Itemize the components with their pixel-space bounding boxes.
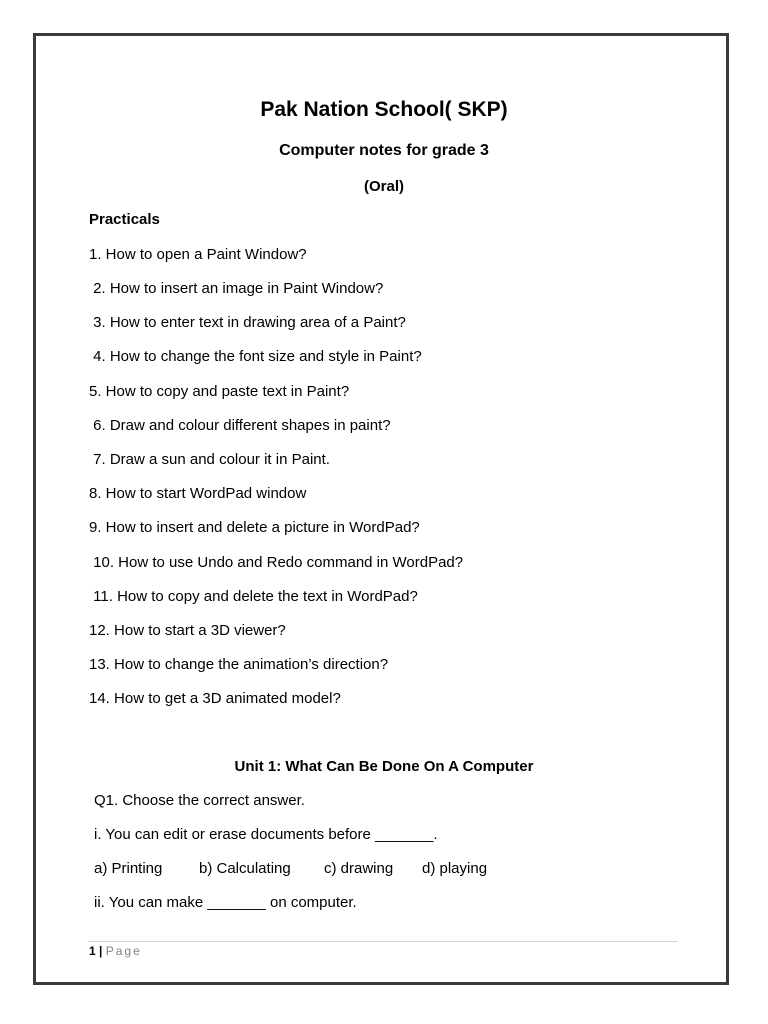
page-number: 1 [89, 944, 96, 958]
practical-item: 13. How to change the animation’s direction? [89, 656, 389, 673]
page-word: Page [105, 944, 142, 958]
question-item: i. You can edit or erase documents before _______. [94, 826, 438, 843]
footer-separator: | [99, 944, 103, 958]
page-footer [89, 944, 142, 958]
practical-item: 7. Draw a sun and colour it in Paint. [89, 451, 330, 468]
practical-item: 2. How to insert an image in Paint Window? [89, 280, 384, 297]
question-item: ii. You can make _______ on computer. [94, 894, 357, 911]
practical-item: 5. How to copy and paste text in Paint? [89, 383, 350, 400]
practical-item: 8. How to start WordPad window [89, 485, 307, 502]
answer-option: d) playing [422, 860, 488, 877]
practical-item: 6. Draw and colour different shapes in paint? [89, 417, 391, 434]
practical-item: 3. How to enter text in drawing area of a Paint? [89, 314, 406, 331]
practical-item: 4. How to change the font size and style in Paint? [89, 348, 422, 365]
practical-item: 14. How to get a 3D animated model? [89, 690, 341, 707]
practical-item: 12. How to start a 3D viewer? [89, 622, 286, 639]
section-heading: Practicals [89, 211, 160, 228]
practical-item: 10. How to use Undo and Redo command in WordPad? [89, 554, 464, 571]
practical-item: 11. How to copy and delete the text in WordPad? [89, 588, 418, 605]
answer-option: a) Printing [94, 860, 163, 877]
document-subtitle: Computer notes for grade 3 [279, 142, 489, 159]
unit-heading: Unit 1: What Can Be Done On A Computer [234, 758, 534, 775]
practical-item: 9. How to insert and delete a picture in WordPad? [89, 519, 420, 536]
oral-label: (Oral) [363, 178, 404, 195]
practical-item: 1. How to open a Paint Window? [89, 246, 307, 263]
answer-option: c) drawing [324, 860, 394, 877]
school-title: Pak Nation School( SKP) [260, 98, 508, 121]
footer-divider [88, 941, 678, 942]
answer-option: b) Calculating [199, 860, 291, 877]
question-heading: Q1. Choose the correct answer. [94, 792, 305, 809]
